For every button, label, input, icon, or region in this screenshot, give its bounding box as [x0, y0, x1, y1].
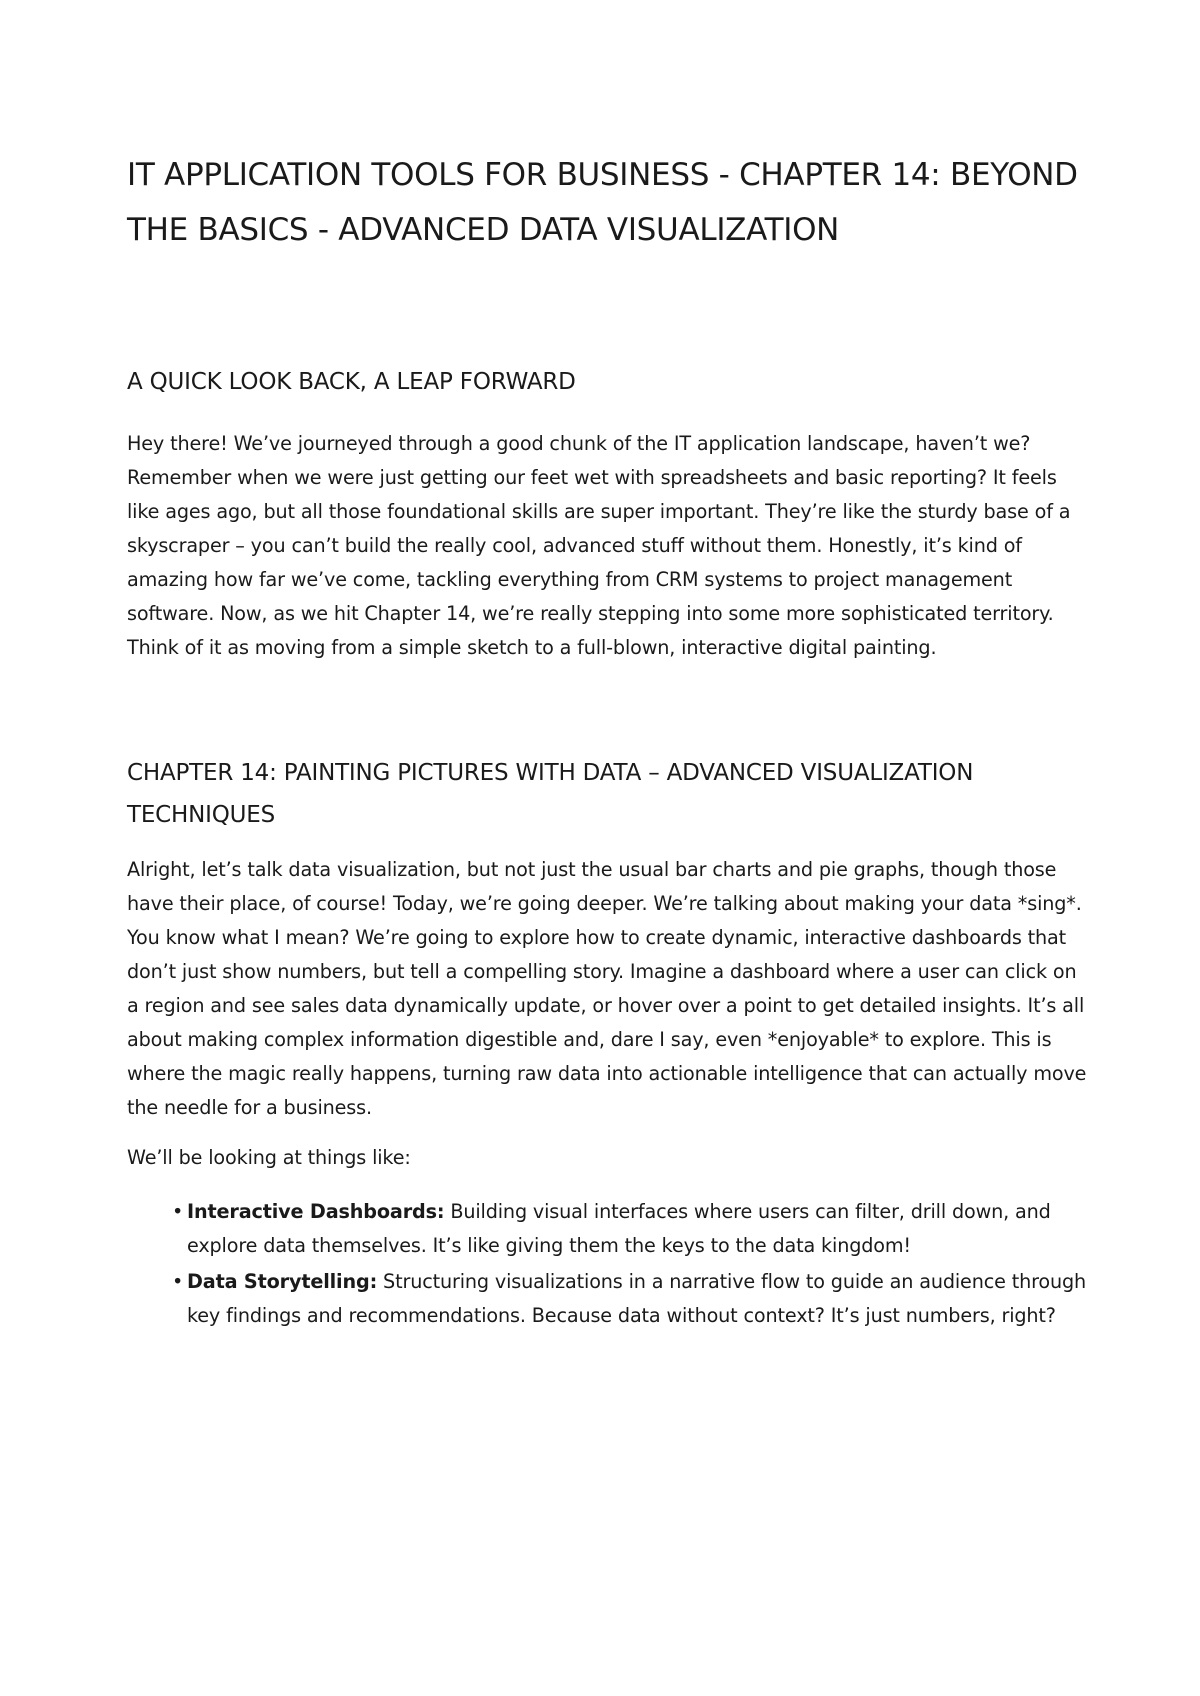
- list-item-text: Structuring visualizations in a narrative flow to guide an audience through key findings and recommendations. Because data without context? It’s just numbers, right?: [187, 1270, 1087, 1327]
- section-heading-chapter-14: CHAPTER 14: PAINTING PICTURES WITH DATA – ADVANCED VISUALIZATION TECHNIQUES: [127, 760, 974, 828]
- list-item-text: Building visual interfaces where users can filter, drill down, and explore data themselves. It’s like giving them the keys to the data kingdom!: [187, 1200, 1051, 1257]
- section-heading-quick-look-back: A QUICK LOOK BACK, A LEAP FORWARD: [127, 369, 576, 395]
- bullet-icon: •: [172, 1200, 184, 1223]
- topic-list: [127, 1195, 1087, 1333]
- document-page: [127, 148, 1087, 1335]
- list-item-term: Interactive Dashboards:: [187, 1200, 445, 1223]
- list-item-term: Data Storytelling:: [187, 1270, 378, 1293]
- list-item: [172, 1195, 1087, 1263]
- list-lead-in: We’ll be looking at things like:: [127, 1146, 411, 1169]
- bullet-icon: •: [172, 1270, 184, 1293]
- document-title: IT APPLICATION TOOLS FOR BUSINESS - CHAPTER 14: BEYOND THE BASICS - ADVANCED DATA VISUALIZATION: [127, 157, 1078, 248]
- intro-paragraph: Hey there! We’ve journeyed through a good chunk of the IT application landscape, haven’t we? Remember when we were just getting our feet wet with spreadsheets and basic reporting? It feels like ages ago, but all those foundational skills are super important. They’re like the sturdy base of a skyscraper – you can’t build the really cool, advanced stuff without them. Honestly, it’s kind of amazing how far we’ve come, tackling everything from CRM systems to project management software. Now, as we hit Chapter 14, we’re really stepping into some more sophisticated territory. Think of it as moving from a simple sketch to a full-blown, interactive digital painting.: [127, 432, 1071, 659]
- chapter-paragraph: Alright, let’s talk data visualization, but not just the usual bar charts and pie graphs, though those have their place, of course! Today, we’re going deeper. We’re talking about making your data *sing*. You know what I mean? We’re going to explore how to create dynamic, interactive dashboards that don’t just show numbers, but tell a compelling story. Imagine a dashboard where a user can click on a region and see sales data dynamically update, or hover over a point to get detailed insights. It’s all about making complex information digestible and, dare I say, even *enjoyable* to explore. This is where the magic really happens, turning raw data into actionable intelligence that can actually move the needle for a business.: [127, 858, 1087, 1119]
- list-item: [172, 1265, 1087, 1333]
